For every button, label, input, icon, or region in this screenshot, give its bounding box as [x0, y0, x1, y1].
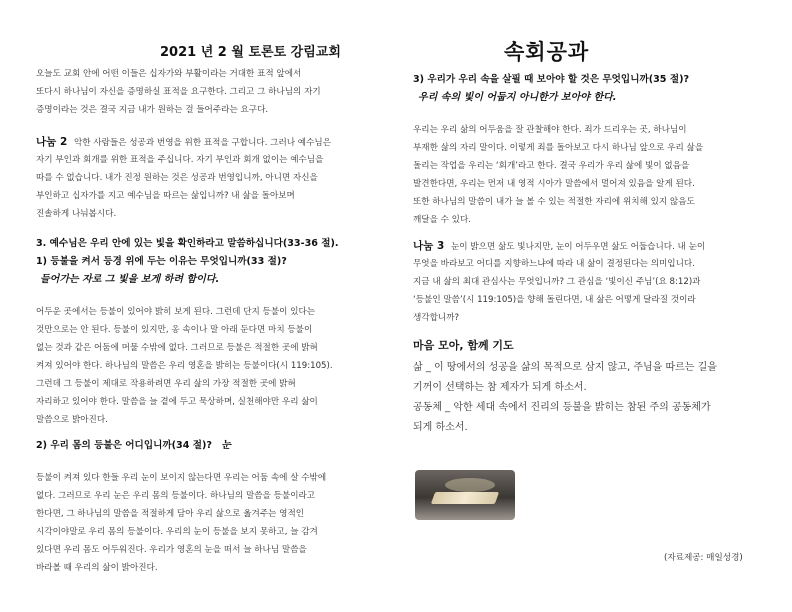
right-header-title: 속회공과 [504, 40, 590, 64]
share2-line: 진솔하게 나눠봅시다. [36, 209, 117, 219]
body2-line: 바라볼 때 우리의 삶이 밝아진다. [36, 563, 158, 573]
body2-line: 등불이 켜져 있다 한들 우리 눈이 보이지 않는다면 우리는 어둠 속에 살 수밖에 [36, 473, 327, 483]
body2-line: 한다면, 그 하나님의 말씀을 적절하게 담아 우리 삶으로 옮겨주는 영적인 [36, 509, 305, 519]
body1-line: 어두운 곳에서는 등불이 있어야 밝히 보게 된다. 그런데 단지 등불이 있다는 [36, 307, 316, 317]
share2-label: 나눔 2 [36, 136, 68, 148]
left-header-title: 2021 년 2 월 토론토 강림교회 [160, 45, 341, 60]
body2-line: 없다. 그러므로 우리 눈은 우리 몸의 등불이다. 하나님의 말씀을 등불이라고 [36, 491, 316, 501]
body1-line: 없는 것과 같은 어둠에 머물 수밖에 없다. 그러므로 등불은 적절한 곳에 밝혀 [36, 343, 318, 353]
prayer-life-line: 기꺼이 선택하는 참 제자가 되게 하소서. [413, 382, 587, 393]
share2-paragraph [36, 134, 331, 152]
share3-line: 생각합니까? [413, 313, 460, 323]
body1-line: 그런데 그 등불이 제대로 작용하려면 우리 삶의 가장 적절한 곳에 밝혀 [36, 379, 296, 389]
prayer-church-line: 되게 하소서. [413, 422, 468, 433]
section3-title: 3. 예수님은 우리 안에 있는 빛을 확인하라고 말씀하십니다(33-36 절). [36, 238, 339, 249]
share3-line: 지금 내 삶의 최대 관심사는 무엇입니까? 그 관심을 ‘빛이신 주님’(요 8:12)과 [413, 277, 701, 287]
body1-line: 것만으로는 안 된다. 등불이 있지만, 옹 속이나 말 아래 둔다면 마치 등불이 [36, 325, 313, 335]
body1-line: 말씀으로 밝아진다. [36, 415, 108, 425]
light-glow [445, 478, 495, 492]
intro-line: 또다시 하나님이 자신을 증명하실 표적을 요구한다. 그리고 그 하나님의 자기 [36, 87, 321, 97]
answer-3: 우리 속의 빛이 어둡지 아니한가 보아야 한다. [418, 92, 617, 103]
question-3: 3) 우리가 우리 속을 살필 때 보아야 할 것은 무엇입니까(35 절)? [413, 74, 690, 85]
body3-line: 우리는 우리 삶의 어두움을 잘 관찰해야 한다. 죄가 드리우는 곳, 하나님이 [413, 125, 687, 135]
question-2 [36, 438, 231, 455]
share3-paragraph [413, 238, 705, 256]
question-1: 1) 등불을 켜서 등경 위에 두는 이유는 무엇입니까(33 절)? [36, 256, 287, 267]
body2-line: 시각이야말로 우리 몸의 등불이다. 우리의 눈이 등불을 보지 못하고, 늘 감겨 [36, 527, 318, 537]
body2-line: 있다면 우리 몸도 어두워진다. 우리가 영혼의 눈을 떠서 늘 하나님 말씀을 [36, 545, 307, 555]
prayer-life-line: 삶 _ 이 땅에서의 성공을 삶의 목적으로 삼지 않고, 주님을 따르는 길을 [413, 362, 717, 373]
share3-line: 무엇을 바라보고 어디를 지향하느냐에 따라 내 삶이 결정된다는 의미입니다. [413, 259, 695, 269]
share3-line: 눈이 밝으면 삶도 빛나지만, 눈이 어두우면 삶도 어둡습니다. 내 눈이 [450, 242, 706, 252]
share3-line: ‘등불인 말씀’(시 119:105)을 향해 돌린다면, 내 삶은 어떻게 달라질 것이라 [413, 295, 696, 305]
share2-line: 자기 부인과 회개를 위한 표적을 주십니다. 자기 부인과 회개 없이는 예수님을 [36, 155, 324, 165]
open-bible-image [415, 470, 515, 520]
body3-line: 발견한다면, 우리는 먼저 내 영적 시아가 말씀에서 멀어져 있음을 알게 된다. [413, 179, 695, 189]
intro-line: 오늘도 교회 안에 어떤 이들은 십자가와 부활이라는 거대한 표적 앞에서 [36, 69, 302, 79]
body3-line: 또한 하나님의 말씀이 내가 늘 볼 수 있는 적절한 자리에 위치해 있지 않음도 [413, 197, 695, 207]
answer-1: 들어가는 자로 그 빛을 보게 하려 함이다. [40, 274, 220, 285]
body3-line: 깨달을 수 있다. [413, 215, 472, 225]
source-credit: (자료제공: 매일성경) [664, 553, 743, 563]
body1-line: 자리하고 있어야 한다. 말씀을 늘 곁에 두고 묵상하며, 실천해야만 우리 삶이 [36, 397, 318, 407]
body1-line: 켜져 있어야 한다. 하나님의 말씀은 우리 영혼을 밝히는 등불이다(시 119:105). [36, 361, 333, 371]
question-2-text: 2) 우리 몸의 등불은 어디입니까(34 절)? [36, 440, 212, 451]
share2-line: 따를 수 없습니다. 내가 진정 원하는 것은 성공과 번영입니까, 아니면 자신을 [36, 173, 318, 183]
bible-pages [431, 492, 499, 504]
share2-line: 부인하고 십자가를 지고 예수님을 따르는 삶입니까? 내 삶을 돌아보며 [36, 191, 295, 201]
prayer-title: 마음 모아, 함께 기도 [413, 339, 514, 352]
body3-line: 부재한 삶의 자리 말이다. 이렇게 죄를 돌아보고 다시 하나님 앞으로 우리 삶을 [413, 143, 704, 153]
prayer-church-line: 공동체 _ 악한 세대 속에서 진리의 등불을 밝히는 참된 주의 공동체가 [413, 402, 711, 413]
share3-label: 나눔 3 [413, 240, 445, 252]
intro-line: 증명이라는 것은 결국 지금 내가 원하는 걸 들어주라는 요구다. [36, 105, 269, 115]
share2-line: 악한 사람들은 성공과 번영을 위한 표적을 구합니다. 그러나 예수님은 [73, 138, 332, 148]
answer-2: 눈 [221, 440, 231, 451]
body3-line: 돌리는 작업을 우리는 ‘회개’라고 한다. 결국 우리가 우리 삶에 빛이 없음을 [413, 161, 690, 171]
